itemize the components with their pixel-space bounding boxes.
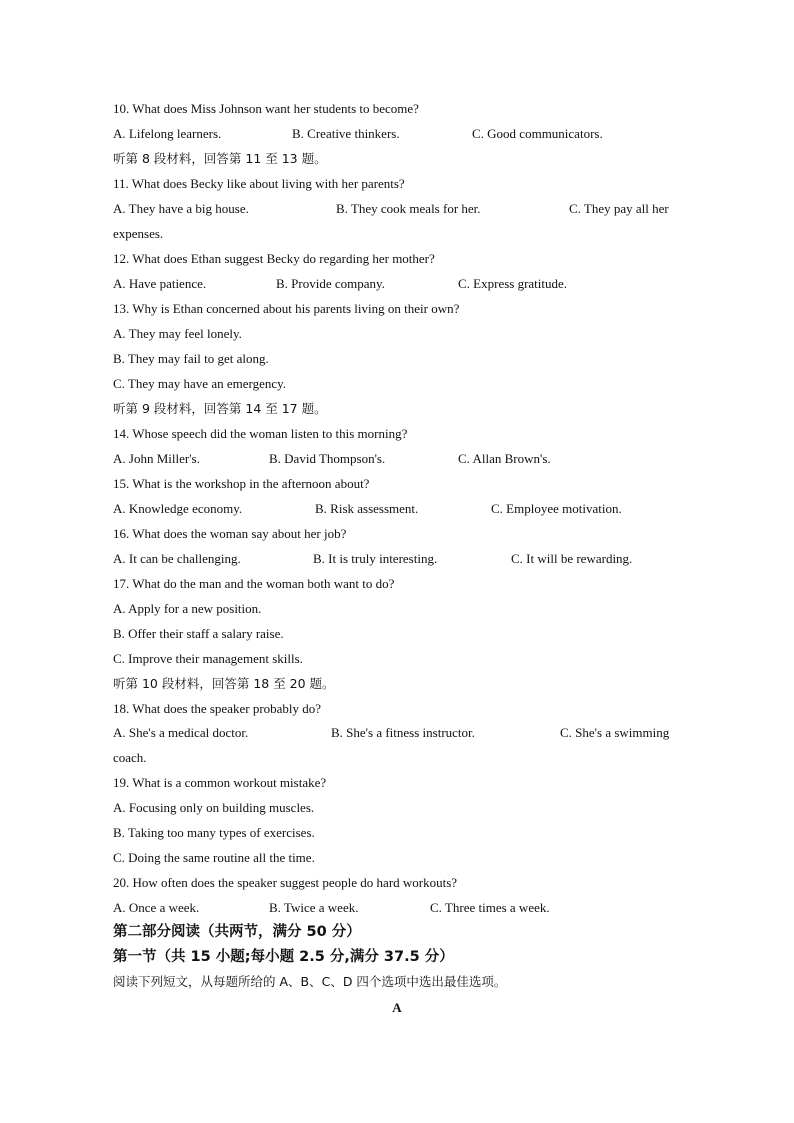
q20-option-b: B. Twice a week. [269,900,359,915]
q18-option-a: A. She's a medical doctor. [113,725,249,740]
section-one-heading: 第一节（共 15 小题;每小题 2.5 分,满分 37.5 分） [113,949,454,965]
q14-option-a: A. John Miller's. [113,451,200,466]
q19-option-c: C. Doing the same routine all the time. [113,850,315,865]
q15-option-a: A. Knowledge economy. [113,501,243,516]
q19-option-a: A. Focusing only on building muscles. [113,800,315,815]
q18-option-c-continued: coach. [113,750,147,765]
question-11: 11. What does Becky like about living with her parents? [113,176,405,191]
q12-option-c: C. Express gratitude. [458,276,568,291]
section-8-instruction: 听第 8 段材料，回答第 11 至 13 题。 [113,151,327,166]
question-12: 12. What does Ethan suggest Becky do regarding her mother? [113,251,435,266]
question-19: 19. What is a common workout mistake? [113,775,327,790]
q17-option-c: C. Improve their management skills. [113,651,303,666]
section-10-instruction: 听第 10 段材料，回答第 18 至 20 题。 [113,676,335,691]
q16-option-a: A. It can be challenging. [113,551,241,566]
q11-option-a: A. They have a big house. [113,201,249,216]
q17-option-b: B. Offer their staff a salary raise. [113,626,284,641]
q17-option-a: A. Apply for a new position. [113,601,262,616]
q10-option-b: B. Creative thinkers. [292,126,400,141]
question-14: 14. Whose speech did the woman listen to this morning? [113,426,408,441]
question-16: 16. What does the woman say about her job? [113,526,347,541]
q13-option-a: A. They may feel lonely. [113,326,242,341]
q15-option-b: B. Risk assessment. [315,501,419,516]
q13-option-b: B. They may fail to get along. [113,351,269,366]
q16-option-c: C. It will be rewarding. [511,551,633,566]
q13-option-c: C. They may have an emergency. [113,376,287,391]
question-18: 18. What does the speaker probably do? [113,701,322,716]
q11-option-c: C. They pay all her [569,201,669,216]
q20-option-a: A. Once a week. [113,900,200,915]
q11-option-b: B. They cook meals for her. [336,201,481,216]
q19-option-b: B. Taking too many types of exercises. [113,825,315,840]
q12-option-b: B. Provide company. [276,276,385,291]
q12-option-a: A. Have patience. [113,276,207,291]
q14-option-b: B. David Thompson's. [269,451,386,466]
q11-option-c-continued: expenses. [113,226,164,241]
q20-option-c: C. Three times a week. [430,900,550,915]
q16-option-b: B. It is truly interesting. [313,551,438,566]
q10-option-c: C. Good communicators. [472,126,603,141]
question-13: 13. Why is Ethan concerned about his parents living on their own? [113,301,460,316]
passage-label: A [392,1000,402,1015]
question-15: 15. What is the workshop in the afternoon about? [113,476,370,491]
question-20: 20. How often does the speaker suggest people do hard workouts? [113,875,458,890]
q18-option-b: B. She's a fitness instructor. [331,725,475,740]
q15-option-c: C. Employee motivation. [491,501,622,516]
section-9-instruction: 听第 9 段材料，回答第 14 至 17 题。 [113,401,327,416]
question-10: 10. What does Miss Johnson want her students to become? [113,101,419,116]
part-two-heading: 第二部分阅读（共两节，满分 50 分） [113,924,361,940]
reading-instruction: 阅读下列短文，从每题所给的 A、B、C、D 四个选项中选出最佳选项。 [113,974,507,989]
question-17: 17. What do the man and the woman both want to do? [113,576,395,591]
q10-option-a: A. Lifelong learners. [113,126,222,141]
q14-option-c: C. Allan Brown's. [458,451,551,466]
q18-option-c: C. She's a swimming [560,725,670,740]
